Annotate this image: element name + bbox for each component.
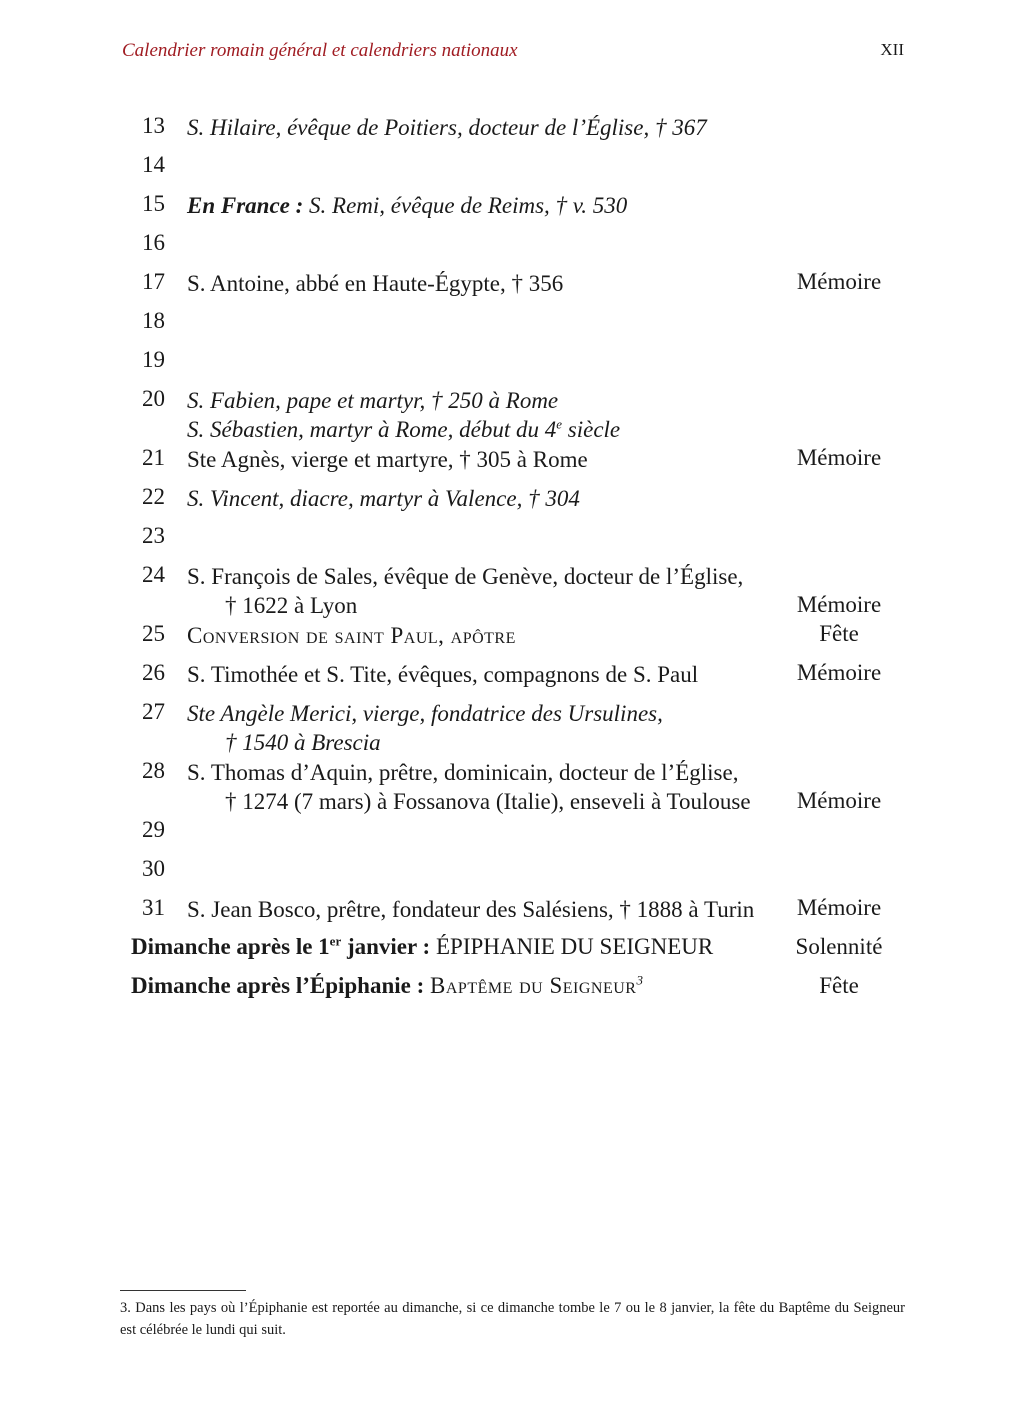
superscript: e	[556, 416, 563, 432]
footnote-reference: 3	[636, 972, 643, 988]
running-head-title: Calendrier romain général et calendriers nationaux	[122, 40, 518, 61]
celebration-text	[187, 386, 787, 444]
celebration-line-part: S. Sébastien, martyr à Rome, début du 4	[187, 417, 557, 442]
celebration-text	[187, 191, 787, 220]
day-number: 19	[142, 347, 165, 372]
celebration-line: † 1622 à Lyon	[225, 593, 358, 618]
day-number: 14	[142, 152, 165, 177]
calendar-row	[0, 811, 1033, 850]
day-number: 29	[142, 817, 165, 842]
sunday-label	[131, 934, 430, 959]
calendar-row	[0, 850, 1033, 889]
sunday-celebration	[131, 973, 791, 999]
calendar-row	[0, 889, 1033, 928]
page-number: XII	[880, 40, 904, 59]
day-number: 16	[142, 230, 165, 255]
footnote-divider	[120, 1290, 246, 1291]
celebration-name: Baptême du Seigneur	[430, 973, 637, 998]
celebration-text: S. Hilaire, évêque de Poitiers, docteur de l’Église, † 367	[187, 115, 707, 140]
rank-label: Mémoire	[796, 895, 882, 920]
calendar-row	[0, 302, 1033, 341]
sunday-label-part: Dimanche après le 1	[131, 934, 330, 959]
rank-label: Mémoire	[796, 592, 882, 617]
rank-label: Fête	[819, 973, 859, 998]
sunday-row-baptism	[0, 967, 1033, 1006]
calendar-row	[0, 556, 1033, 618]
calendar-row	[0, 752, 1033, 814]
calendar-row	[0, 146, 1033, 185]
day-number: 24	[142, 562, 165, 587]
calendar-row	[0, 107, 1033, 146]
celebration-line: S. Fabien, pape et martyr, † 250 à Rome	[187, 388, 559, 413]
celebration-text: Conversion de saint Paul, apôtre	[187, 623, 516, 648]
day-number: 20	[142, 386, 165, 411]
celebration-text: S. Antoine, abbé en Haute-Égypte, † 356	[187, 271, 564, 296]
calendar-row	[0, 615, 1033, 654]
rank-label: Solennité	[795, 934, 883, 959]
celebration-text: Ste Agnès, vierge et martyre, † 305 à Rome	[187, 447, 588, 472]
rank-label: Mémoire	[796, 269, 882, 294]
rank-label: Mémoire	[796, 660, 882, 685]
calendar-row	[0, 380, 1033, 442]
day-number: 26	[142, 660, 165, 685]
celebration-text	[187, 699, 787, 757]
calendar-row	[0, 185, 1033, 224]
sunday-label: Dimanche après l’Épiphanie :	[131, 973, 425, 998]
sunday-celebration	[131, 934, 791, 960]
celebration-name: ÉPIPHANIE DU SEIGNEUR	[435, 934, 714, 959]
regional-label: En France :	[187, 193, 304, 218]
celebration-text: S. Jean Bosco, prêtre, fondateur des Salésiens, † 1888 à Turin	[187, 897, 755, 922]
celebration-line-part: siècle	[562, 417, 621, 442]
celebration-text	[187, 758, 787, 816]
day-number: 15	[142, 191, 165, 216]
calendar-row	[0, 439, 1033, 478]
celebration-text	[187, 562, 787, 620]
celebration-line: S. François de Sales, évêque de Genève, docteur de l’Église,	[187, 564, 744, 589]
celebration-line: Ste Angèle Merici, vierge, fondatrice des Ursulines,	[187, 701, 663, 726]
day-number: 31	[142, 895, 165, 920]
day-number: 21	[142, 445, 165, 470]
day-number: 28	[142, 758, 165, 783]
day-number: 13	[142, 113, 165, 138]
celebration-line: † 1540 à Brescia	[225, 730, 381, 755]
sunday-row-epiphany	[0, 928, 1033, 967]
calendar-row	[0, 341, 1033, 380]
superscript: er	[329, 933, 342, 949]
day-number: 27	[142, 699, 165, 724]
celebration-text: S. Timothée et S. Tite, évêques, compagnons de S. Paul	[187, 662, 699, 687]
celebration-text: S. Vincent, diacre, martyr à Valence, † 304	[187, 486, 580, 511]
sunday-label-part: janvier :	[341, 934, 431, 959]
footnote-text: 3. Dans les pays où l’Épiphanie est reportée au dimanche, si ce dimanche tombe le 7 ou le 8 janvier, la fête du Baptême du Seigneur est célébrée le lundi qui suit.	[120, 1300, 905, 1338]
calendar-row	[0, 654, 1033, 693]
calendar-row	[0, 224, 1033, 263]
rank-label: Fête	[819, 621, 859, 646]
day-number: 25	[142, 621, 165, 646]
rank-label: Mémoire	[796, 445, 882, 470]
day-number: 17	[142, 269, 165, 294]
day-number: 18	[142, 308, 165, 333]
celebration-name: S. Remi, évêque de Reims, † v. 530	[309, 193, 628, 218]
celebration-line: S. Thomas d’Aquin, prêtre, dominicain, docteur de l’Église,	[187, 760, 739, 785]
calendar-row	[0, 263, 1033, 302]
celebration-line: † 1274 (7 mars) à Fossanova (Italie), enseveli à Toulouse	[225, 789, 751, 814]
calendar-row	[0, 517, 1033, 556]
day-number: 30	[142, 856, 165, 881]
calendar-list	[0, 107, 1033, 1006]
rank-label: Mémoire	[796, 788, 882, 813]
calendar-row	[0, 478, 1033, 517]
day-number: 23	[142, 523, 165, 548]
calendar-row	[0, 693, 1033, 755]
day-number: 22	[142, 484, 165, 509]
